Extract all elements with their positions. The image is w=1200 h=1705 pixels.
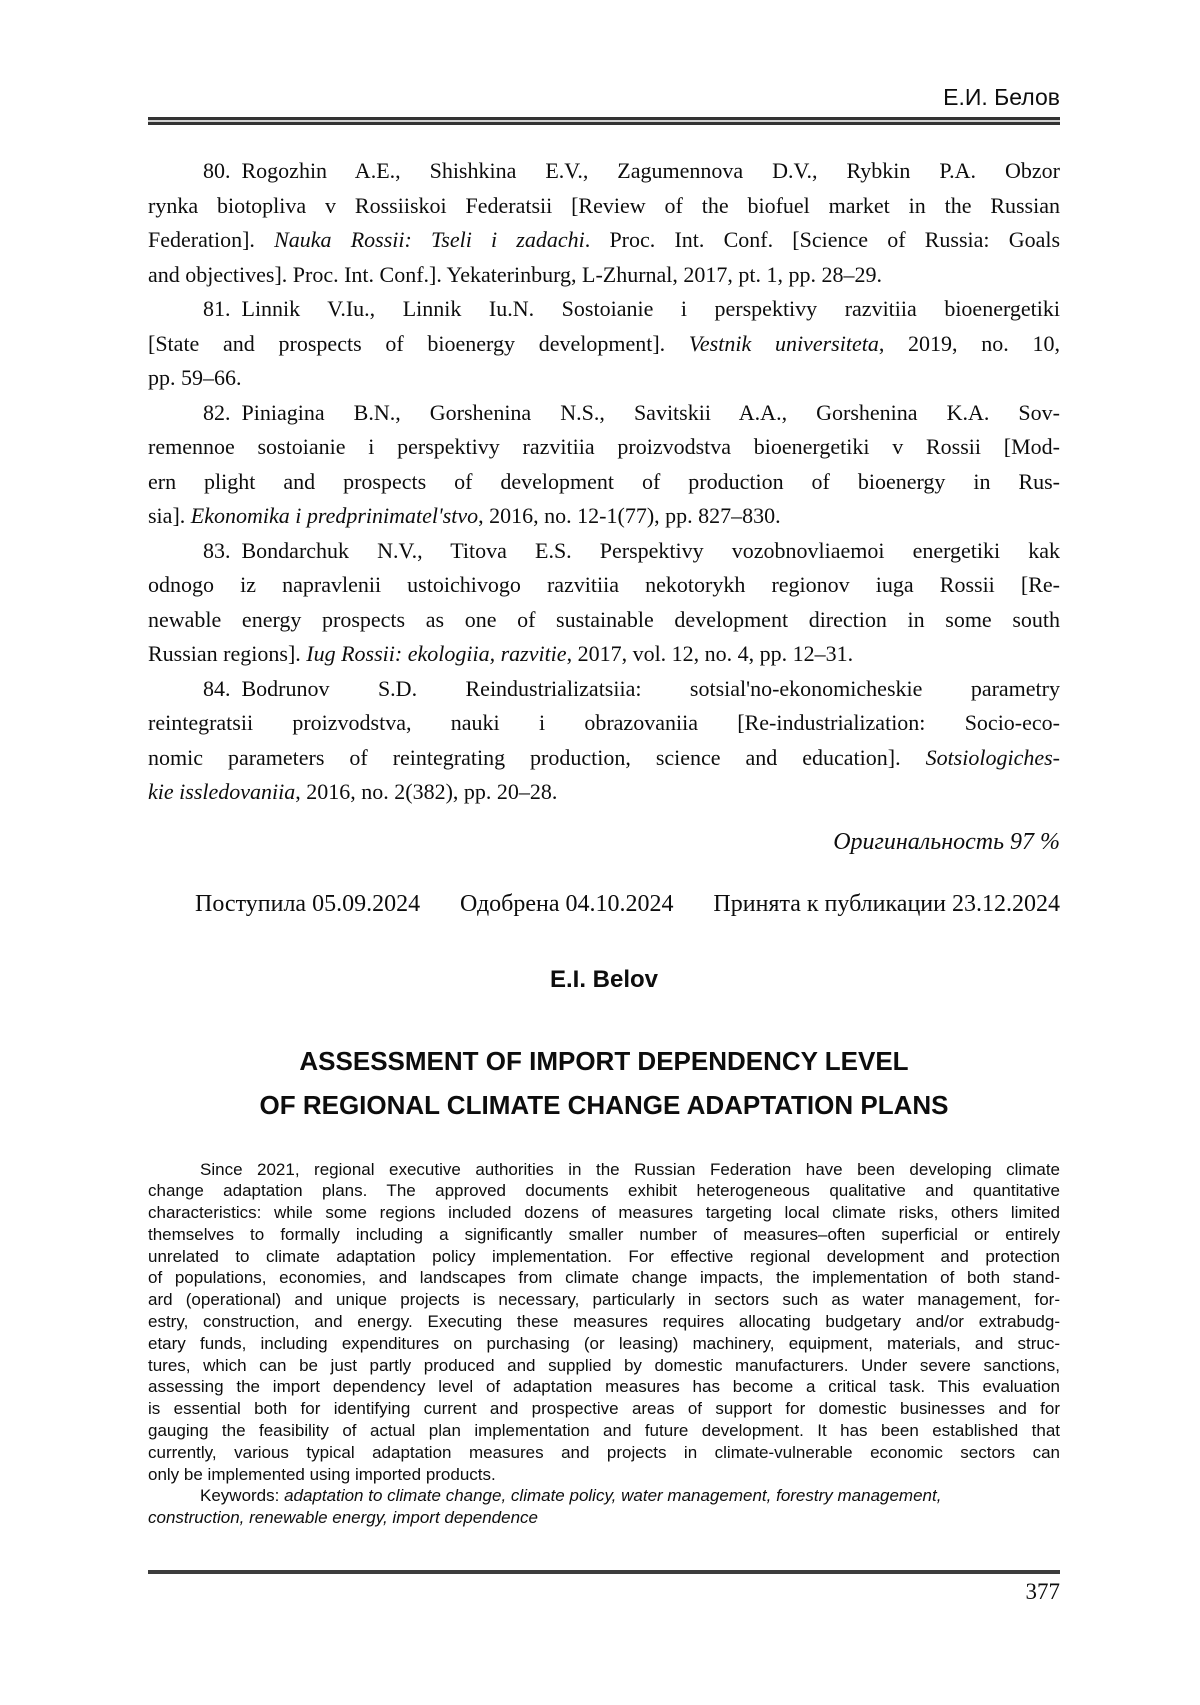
abstract-line: estry, construction, and energy. Executing these measures requires allocating budgetary and/or extrabudg- [148, 1312, 1060, 1332]
reference-line: rynka biotopliva v Rossiiskoi Federatsii [Review of the biofuel market in the Russian [148, 192, 1060, 218]
abstract-line: ard (operational) and unique projects is necessary, particularly in sectors such as water management, for- [148, 1290, 1060, 1310]
abstract-line: only be implemented using imported products. [148, 1464, 496, 1484]
reference-line: reintegratsii proizvodstva, nauki i obrazovaniia [Re-industrialization: Socio-eco- [148, 710, 1060, 735]
reference-line: 82. Piniagina B.N., Gorshenina N.S., Savitskii A.A., Gorshenina K.A. Sov- [203, 399, 1060, 425]
footer-rule [148, 1570, 1060, 1574]
page-number: 377 [1025, 1579, 1060, 1605]
abstract-line: Since 2021, regional executive authorities in the Russian Federation have been developing climate [200, 1159, 1060, 1179]
abstract-line: assessing the import dependency level of adaptation measures has become a critical task. This evaluation [148, 1377, 1060, 1397]
reference-line: sia]. Ekonomika i predprinimatel'stvo, 2016, no. 12-1(77), pp. 827–830. [148, 503, 781, 528]
article-title-line-2: OF REGIONAL CLIMATE CHANGE ADAPTATION PLANS [259, 1089, 949, 1120]
reference-entry [148, 154, 1060, 292]
article-title-line-1: ASSESSMENT OF IMPORT DEPENDENCY LEVEL [299, 1045, 909, 1076]
abstract-line: characteristics: while some regions included dozens of measures targeting local climate risks, others limited [148, 1203, 1060, 1223]
keywords-line: construction, renewable energy, import dependence [148, 1508, 538, 1528]
abstract-line: is essential both for identifying current and prospective areas of support for domestic businesses and for [148, 1399, 1060, 1419]
date-received: Поступила 05.09.2024 [195, 890, 421, 917]
abstract-line: etary funds, including expenditures on purchasing (or leasing) machinery, equipment, materials, and struc- [148, 1333, 1060, 1353]
originality-note: Оригинальность 97 % [833, 828, 1060, 855]
reference-entry [148, 292, 1060, 396]
date-accepted: Принята к публикации 23.12.2024 [713, 890, 1060, 917]
abstract-line: change adaptation plans. The approved documents exhibit heterogeneous qualitative and quantitative [148, 1181, 1060, 1201]
reference-line: nomic parameters of reintegrating production, science and education]. Sotsiologiches- [148, 744, 1060, 770]
reference-line: ern plight and prospects of development of production of bioenergy in Rus- [148, 468, 1060, 494]
reference-line: 80. Rogozhin A.E., Shishkina E.V., Zagumennova D.V., Rybkin P.A. Obzor [203, 158, 1060, 183]
reference-line: newable energy prospects as one of sustainable development direction in some south [148, 606, 1060, 632]
reference-line: Russian regions]. Iug Rossii: ekologiia, razvitie, 2017, vol. 12, no. 4, pp. 12–31. [148, 641, 854, 666]
date-approved: Одобрена 04.10.2024 [459, 890, 674, 917]
reference-line: and objectives]. Proc. Int. Conf.]. Yekaterinburg, L-Zhurnal, 2017, pt. 1, pp. 28–29. [148, 261, 883, 287]
reference-line: 81. Linnik V.Iu., Linnik Iu.N. Sostoianie i perspektivy razvitiia bioenergetiki [203, 296, 1060, 321]
abstract-line: unrelated to climate adaptation policy implementation. For effective regional development and protection [148, 1246, 1060, 1266]
reference-line: kie issledovaniia, 2016, no. 2(382), pp. 20–28. [148, 779, 558, 804]
reference-line: Federation]. Nauka Rossii: Tseli i zadachi. Proc. Int. Conf. [Science of Russia: Goals [148, 227, 1061, 252]
reference-line: odnogo iz napravlenii ustoichivogo razvitiia nekotorykh regionov iuga Rossii [Re- [148, 572, 1060, 597]
abstract-paragraph [148, 1159, 1060, 1486]
reference-line: remennoe sostoianie i perspektivy razvitiia proizvodstva bioenergetiki v Rossii [Mod- [148, 434, 1060, 459]
abstract-line: themselves to formally including a significantly smaller number of measures–often superficial or entirely [148, 1224, 1060, 1244]
abstract-line: of populations, economies, and landscapes from climate change impacts, the implementation of both stand- [148, 1268, 1060, 1288]
article-title [148, 1039, 1060, 1127]
abstract-line: tures, which can be just partly produced and supplied by domestic manufacturers. Under severe sanctions, [148, 1355, 1060, 1375]
reference-entry [148, 396, 1060, 534]
reference-line: pp. 59–66. [148, 365, 242, 390]
article-dates-row [148, 889, 1060, 919]
header-double-rule [148, 117, 1060, 125]
page-content [148, 0, 1060, 1605]
reference-entry [148, 534, 1060, 672]
keywords-line: Keywords: adaptation to climate change, climate policy, water management, forestry management, [200, 1486, 942, 1506]
reference-entry [148, 672, 1060, 810]
references-list [148, 154, 1060, 810]
running-head-author: Е.И. Белов [943, 84, 1060, 110]
reference-line: 84. Bodrunov S.D. Reindustrializatsiia: sotsial'no-ekonomicheskie parametry [203, 675, 1060, 701]
reference-line: [State and prospects of bioenergy development]. Vestnik universiteta, 2019, no. 10, [148, 330, 1061, 356]
abstract-line: currently, various typical adaptation measures and projects in climate-vulnerable economic sectors can [148, 1442, 1060, 1462]
article-author: E.I. Belov [549, 965, 659, 993]
abstract-line: gauging the feasibility of actual plan implementation and future development. It has been established that [148, 1421, 1060, 1441]
reference-line: 83. Bondarchuk N.V., Titova E.S. Perspektivy vozobnovliaemoi energetiki kak [203, 537, 1060, 563]
keywords-paragraph [148, 1485, 1060, 1529]
